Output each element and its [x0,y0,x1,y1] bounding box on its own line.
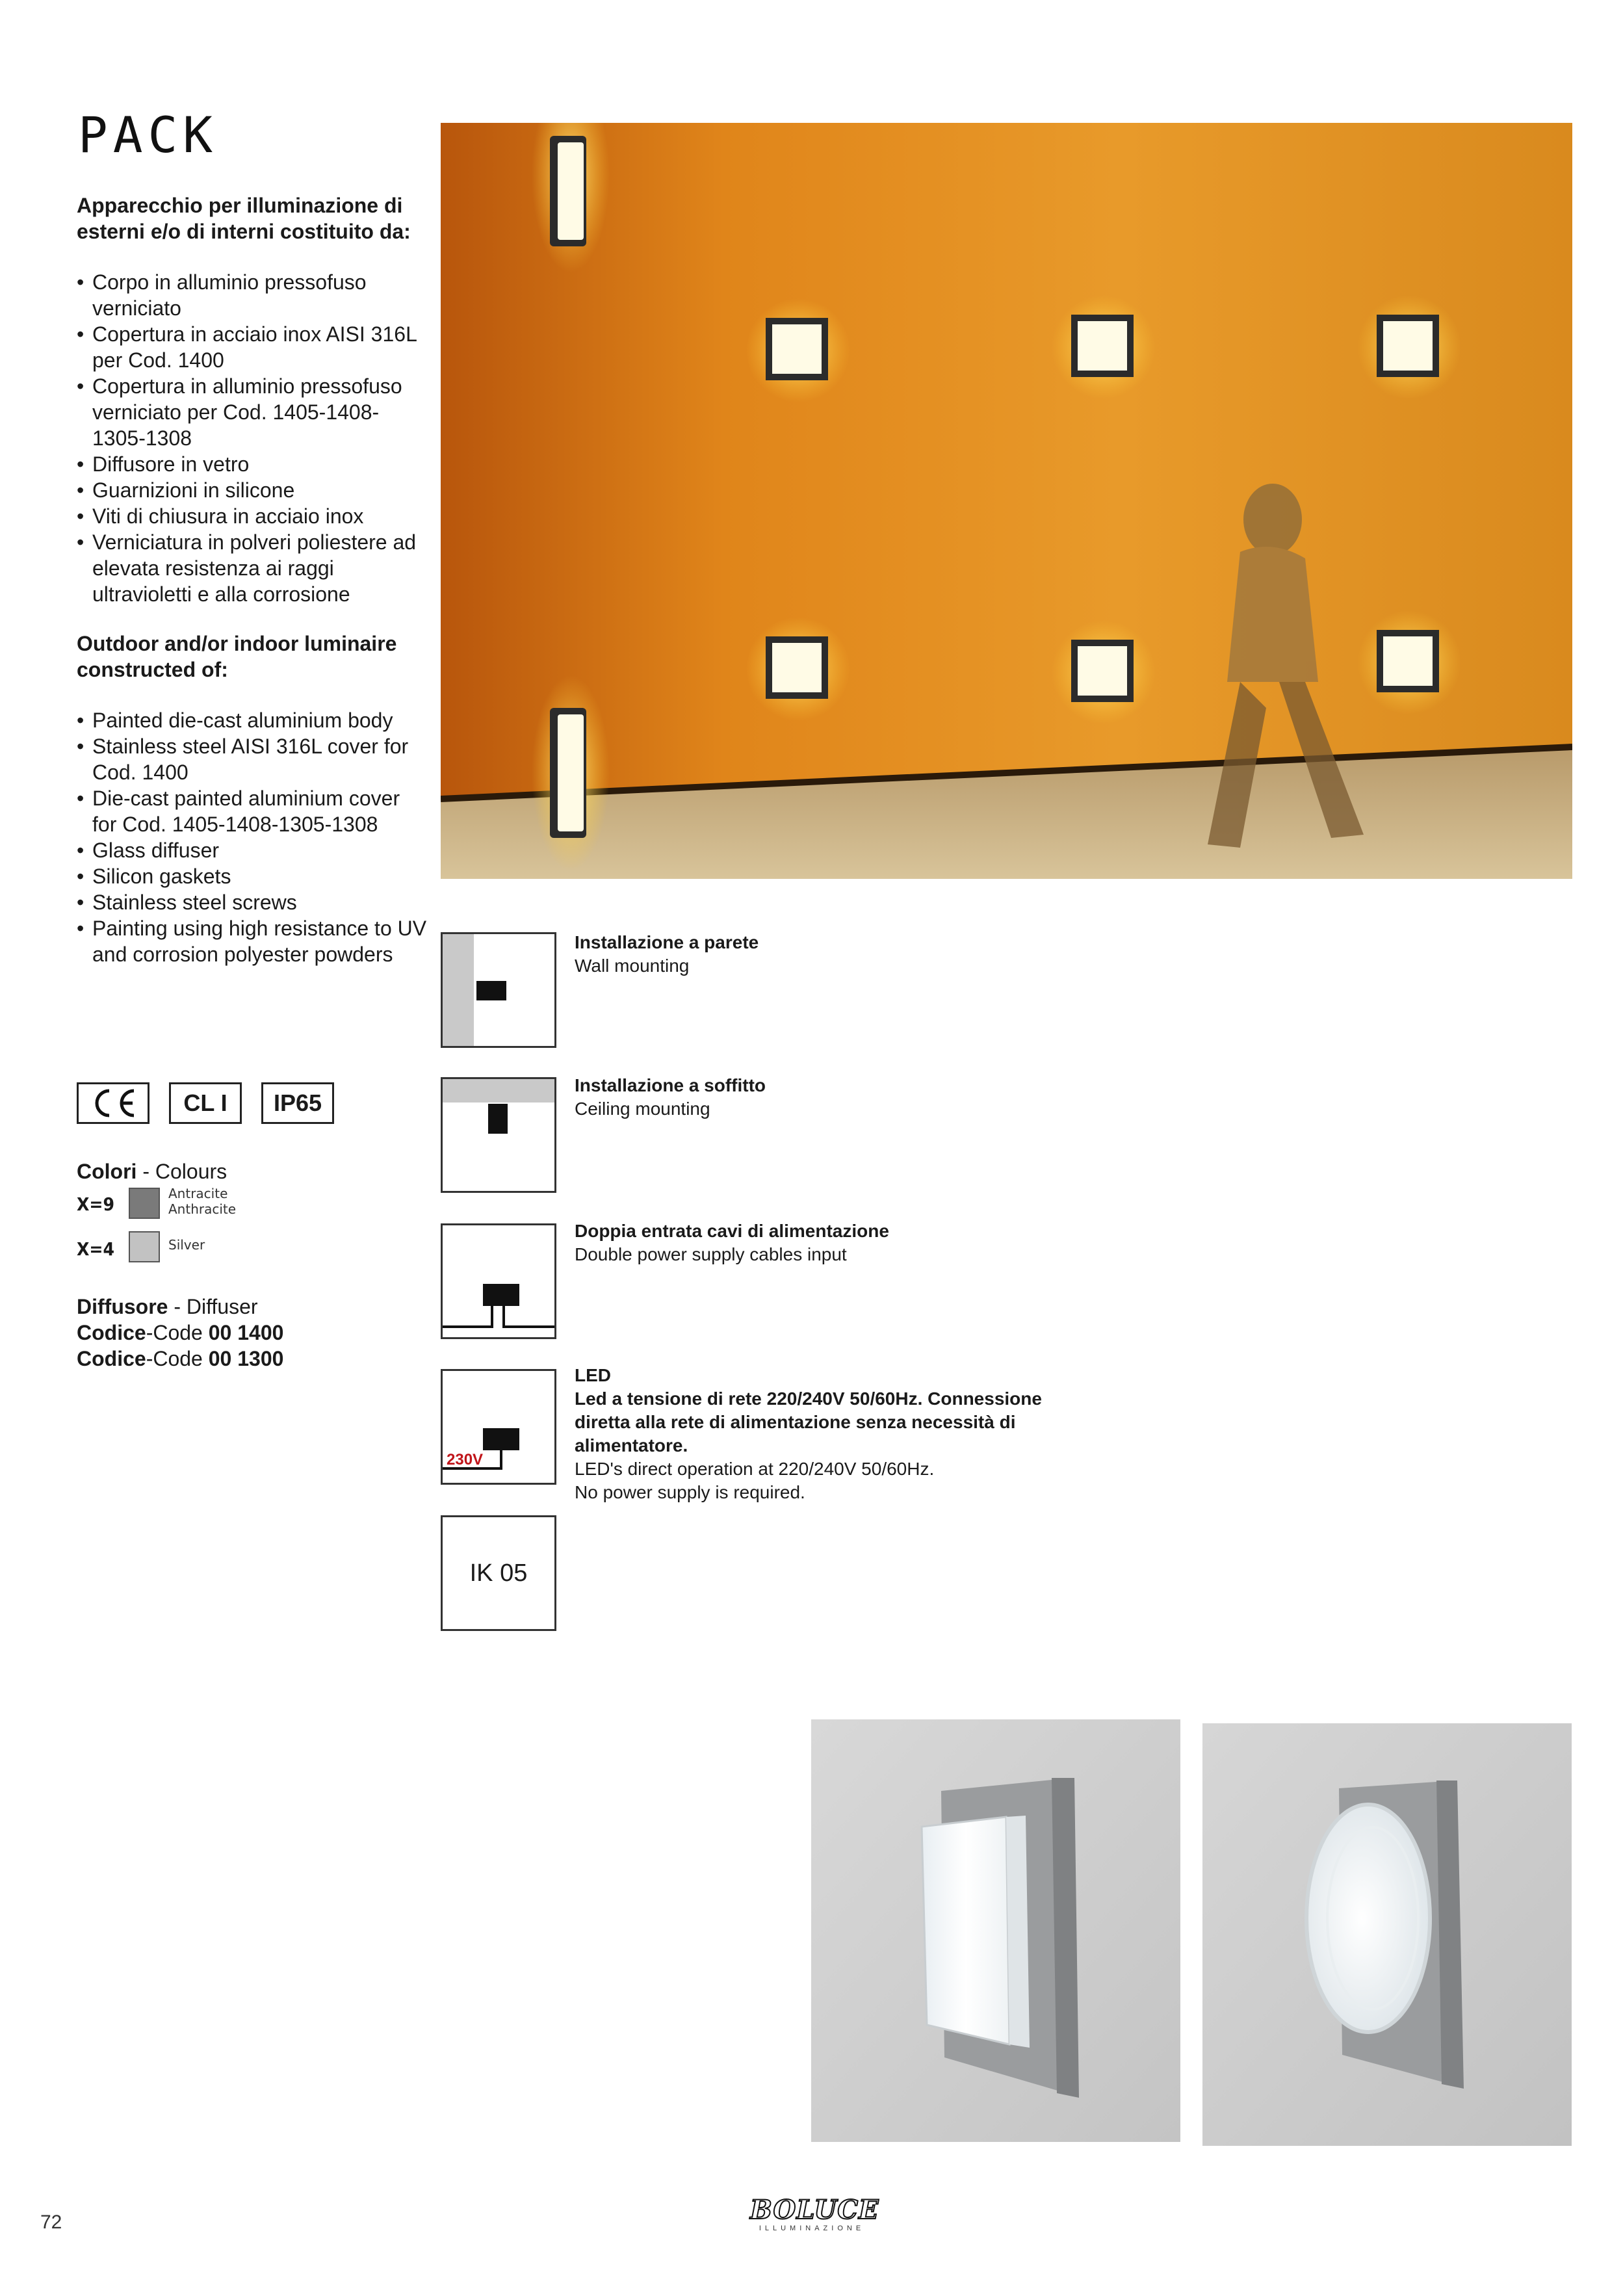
feature-led: LED Led a tensione di rete 220/240V 50/60Hz. Connessione diretta alla rete di alimentazione senza necessità di alimentatore. LED's direct operation at 220/240V 50/60Hz. No power supply is required. [575,1365,1042,1502]
list-item: • Painting using high resistance to UV and corrosion polyester powders [77,915,428,967]
description-en-heading: Outdoor and/or indoor luminaire constructed of: [77,632,397,681]
product-photo-round-diffuser [1202,1723,1572,2146]
description-it-list [77,269,441,607]
ambient-photo [441,123,1572,879]
list-item: • Viti di chiusura in acciaio inox [77,503,441,529]
description-en-list [77,707,428,967]
colour-swatch-silver [129,1231,160,1262]
colour-name: Antracite Anthracite [168,1186,237,1217]
list-item: • Painted die-cast aluminium body [77,707,428,733]
feature-wall-mounting: Installazione a parete Wall mounting [575,932,759,976]
luminaire-light [1357,295,1461,399]
feature-double-cable: Doppia entrata cavi di alimentazione Double power supply cables input [575,1221,889,1264]
ce-mark-badge [77,1082,149,1124]
brand-logo: BOLUCE ILLUMINAZIONE [750,2195,879,2232]
colour-code: X=4 [77,1238,115,1260]
list-item: • Stainless steel screws [77,889,428,915]
list-item: • Guarnizioni in silicone [77,477,441,503]
description-it-heading: Apparecchio per illuminazione di esterni e/o di interni costituito da: [77,194,411,243]
feature-ceiling-mounting: Installazione a soffitto Ceiling mounting [575,1075,766,1119]
list-item: • Diffusore in vetro [77,451,441,477]
double-cable-input-icon [441,1223,556,1339]
luminaire-light [746,298,850,402]
luminaire-light [1052,295,1156,399]
page-title: PACK [78,106,218,164]
colours-heading: Colori - Colours [77,1160,227,1183]
luminaire-light [746,617,850,721]
list-item: • Die-cast painted aluminium cover for Cod. 1405-1408-1305-1308 [77,785,428,837]
code-line: Codice-Code 00 1400 [77,1321,284,1344]
ip-rating-badge: IP65 [261,1082,334,1124]
luminaire-light [1052,620,1156,724]
diffuser-block [77,1294,283,1372]
wall-mounting-icon [441,932,556,1048]
list-item: • Verniciatura in polveri poliestere ad elevata resistenza ai raggi ultravioletti e alla corrosione [77,529,417,607]
ik-rating-badge: IK 05 [441,1515,556,1631]
colour-code: X=9 [77,1194,115,1215]
list-item: • Glass diffuser [77,837,428,863]
ce-mark-icon [87,1087,139,1119]
luminaire-light [1357,610,1461,714]
list-item: • Copertura in acciaio inox AISI 316L per Cod. 1400 [77,321,441,373]
class-badge: CL I [169,1082,242,1124]
colour-name: Silver [168,1237,205,1253]
list-item: • Silicon gaskets [77,863,428,889]
code-line: Codice-Code 00 1300 [77,1347,284,1370]
list-item: • Corpo in alluminio pressofuso verniciato [77,269,441,321]
list-item: • Copertura in alluminio pressofuso verniciato per Cod. 1405-1408-1305-1308 [77,373,417,451]
diffuser-label: Diffusore - Diffuser [77,1295,258,1318]
ceiling-mounting-icon [441,1077,556,1193]
luminaire-light [532,675,610,870]
list-item: • Stainless steel AISI 316L cover for Cod. 1400 [77,733,428,785]
colour-swatch-anthracite [129,1188,160,1219]
led-230v-icon [441,1369,556,1485]
product-photo-square-diffuser [811,1719,1180,2142]
page-number: 72 [40,2211,62,2233]
voltage-label: 230V [447,1451,484,1468]
